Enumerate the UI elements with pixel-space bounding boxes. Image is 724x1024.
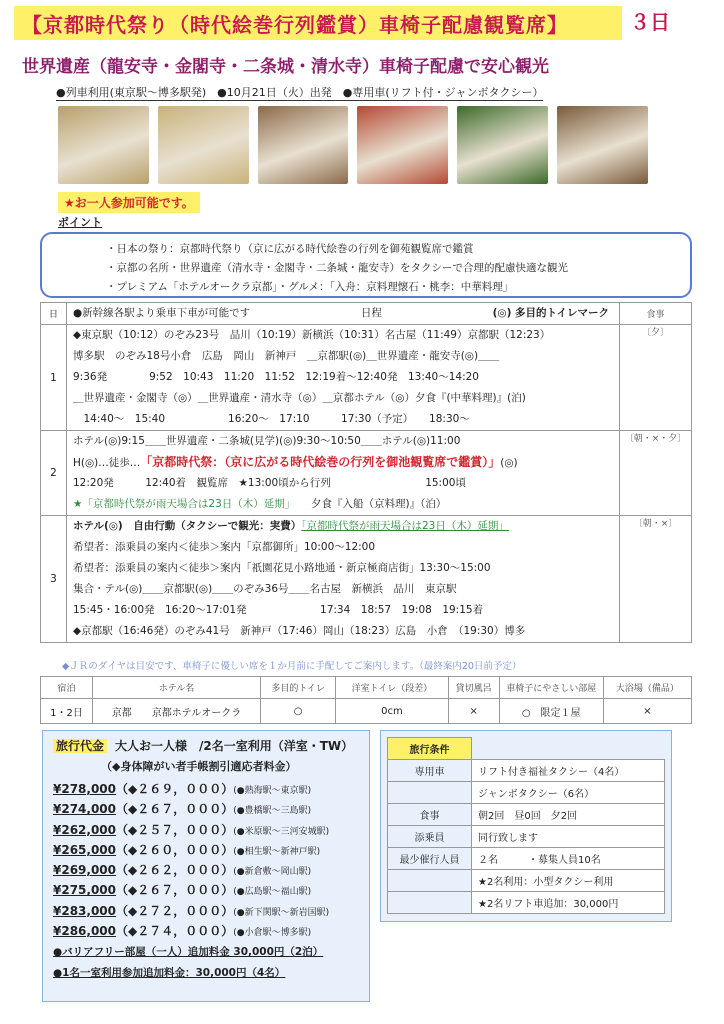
days-label: ３日 (630, 10, 670, 34)
page-title: 【京都時代祭り（時代絵巻行列鑑賞）車椅子配慮観覧席】 (22, 12, 568, 37)
hotel-header-cell: 洋室トイレ（段差） (336, 677, 448, 699)
schedule-day-1 (41, 325, 692, 431)
spacer (472, 738, 665, 760)
condition-value: ★2名リフト車追加：30,000円 (472, 892, 665, 914)
hotel-header (41, 677, 692, 699)
discount-price: （◆２６７，０００） (116, 883, 234, 898)
barrier-free-note: ●バリアフリー部屋（一人）追加料金 30,000円（2泊） (53, 946, 324, 959)
condition-row (388, 782, 665, 804)
day1-line: ◆東京駅（10:12）のぞみ23号 品川（10:19）新横浜（10:31）名古屋（11:49）京都駅（12:23） (73, 329, 551, 341)
rain-note: 「京都時代祭が雨天場合は23日（木）延期」 (301, 520, 509, 532)
day1-meal: 〔夕〕 (620, 325, 692, 431)
departure-area: (●米原駅～三河安城駅) (233, 826, 330, 837)
day3-line (67, 516, 619, 537)
point-item: ・京都の名所・世界遺産（清水寺・金閣寺・二条城・龍安寺）をタクシーで合理的配慮快適な観光 (106, 262, 568, 274)
hotel-cell: × (603, 699, 691, 724)
info-line: ●列車利用(東京駅～博多駅発) ●10月21日（火）出発 ●専用車(リフト付・ジャンボタクシー） (56, 86, 544, 99)
day2-line: ホテル(◎)9:15＿＿世界遺産・二条城(見学)(◎)9:30～10:50＿＿ホテル(◎)11:00 (73, 435, 461, 447)
hotel-cell: 1・2日 (41, 699, 93, 724)
discount-price: （◆２６９，０００） (116, 782, 234, 796)
toilet-mark: (◎) (500, 457, 518, 469)
day2-line (67, 494, 619, 515)
day2-line (67, 452, 619, 473)
price-row (53, 861, 359, 881)
hotel-row (41, 699, 692, 724)
condition-row (388, 848, 665, 870)
day2-dinner: 夕食『入船（京料理)』（泊） (290, 498, 447, 510)
price-value: ¥286,000 (53, 924, 117, 939)
jr-note: ◆ＪＲのダイヤは目安です、車椅子に優しい席を１か月前に手配してご案内します。（最終案内20日前予定） (62, 661, 522, 672)
header-note: ●新幹線各駅より乗車下車が可能です (73, 307, 251, 319)
photo-kinkakuji (457, 106, 548, 184)
page-title-banner (14, 6, 622, 40)
price-row (53, 821, 359, 841)
subtitle: 世界遺産（龍安寺・金閣寺・二条城・清水寺）車椅子配慮で安心観光 (22, 57, 549, 77)
price-label: 旅行代金 (53, 739, 107, 753)
day3-line: 希望者：添乗員の案内＜徒歩＞案内「京都御所」10:00～12:00 (73, 541, 376, 553)
condition-row (388, 804, 665, 826)
day-number: 3 (41, 516, 67, 643)
price-row (53, 800, 359, 820)
day2-line: 12:20発 12:40着 観覧席 ★13:00頃から行列 15:00頃 (73, 477, 466, 489)
price-row (53, 841, 359, 861)
header-title: 日程 (360, 307, 382, 319)
condition-row (388, 892, 665, 914)
condition-key: 添乗員 (388, 826, 472, 848)
photo-strip (58, 106, 648, 184)
hotel-header-cell: 車椅子にやさしい部屋 (499, 677, 603, 699)
price-row (53, 902, 359, 922)
schedule-table (40, 302, 692, 643)
condition-key: 専用車 (388, 760, 472, 782)
price-row (53, 881, 359, 901)
conditions-label: 旅行条件 (388, 738, 472, 760)
price-value: ¥278,000 (53, 782, 117, 796)
point-label: ポイント (58, 216, 102, 229)
hotel-cell: ○ 限定１屋 (499, 699, 603, 724)
hotel-table (40, 676, 692, 724)
price-value: ¥275,000 (53, 883, 117, 898)
condition-key: 最少催行人員 (388, 848, 472, 870)
discount-price: （◆２７４，０００） (116, 924, 234, 939)
departure-area: (●新下関駅～新岩国駅) (233, 907, 330, 918)
price-box (42, 730, 370, 1002)
discount-price: （◆２７２，０００） (116, 903, 234, 918)
day2-meal: 〔朝・×・夕〕 (620, 431, 692, 516)
conditions-table (387, 737, 665, 914)
condition-value: ２名 ・募集人員10名 (472, 848, 665, 870)
departure-area: (●広島駅～福山駅) (233, 887, 312, 898)
condition-row (388, 826, 665, 848)
day1-line: 9:36発 9:52 10:43 11:20 11:52 12:19着～12:40発 13:40～14:20 (73, 371, 479, 383)
price-row (53, 922, 359, 942)
header-toilet-mark: (◎) 多目的トイレマーク (492, 307, 609, 319)
departure-area: (●小倉駅～博多駅) (233, 928, 312, 939)
photo-festival-3 (258, 106, 349, 184)
day3-line: 15:45・16:00発 16:20～17:01発 17:34 18:57 19:08 19:15着 (73, 604, 484, 616)
day3-meal: 〔朝・×〕 (620, 516, 692, 643)
price-value: ¥269,000 (53, 863, 117, 878)
condition-row (388, 760, 665, 782)
point-item: ・プレミアム「ホテルオークラ京都」・グルメ：「入舟：京料理懐石・桃李：中華料理」 (106, 281, 514, 293)
condition-value: ジャンボタクシー（6名） (472, 782, 665, 804)
condition-value: リフト付き福祉タクシー（4名） (472, 760, 665, 782)
hotel-header-cell: 貸切風呂 (448, 677, 499, 699)
day1-line: 博多駅 のぞみ18号小倉 広島 岡山 新神戸 ＿京都駅(◎)＿世界遺産・龍安寺(◎)＿＿ (73, 350, 500, 362)
condition-value: 同行致します (472, 826, 665, 848)
photo-kiyomizu (357, 106, 448, 184)
hotel-header-cell: 多目的トイレ (261, 677, 336, 699)
single-room-note: ●1名一室利用参加追加料金：30,000円（4名） (53, 967, 286, 980)
rain-note: ★「京都時代祭が雨天場合は23日（木）延期」 (73, 498, 291, 510)
header-meal: 食事 (620, 303, 692, 325)
hotel-cell: ○ (261, 699, 336, 724)
hotel-cell: × (448, 699, 499, 724)
photo-festival-2 (158, 106, 249, 184)
schedule-day-2 (41, 431, 692, 516)
discount-price: （◆２６０，０００） (116, 842, 234, 857)
price-row (53, 780, 359, 800)
point-item: ・日本の祭り：京都時代祭り（京に広がる時代絵巻の行列を御苑観覧席で鑑賞 (106, 243, 474, 255)
price-subheading: （◆身体障がい者手帳割引適応者料金） (101, 760, 297, 773)
hotel-header-cell: 大浴場（備品） (603, 677, 691, 699)
price-heading: 大人お一人様 /2名一室利用（洋室・TW） (115, 739, 354, 753)
condition-key: 食事 (388, 804, 472, 826)
schedule-header (41, 303, 692, 325)
photo-festival-1 (58, 106, 149, 184)
day3-line: 集合・テル(◎)＿＿京都駅(◎)＿＿のぞみ36号＿＿名古屋 新横浜 品川 東京駅 (73, 583, 457, 595)
condition-row (388, 870, 665, 892)
day2-walk: H(◎)…徒歩… (73, 457, 141, 469)
day-number: 2 (41, 431, 67, 516)
departure-area: (●豊橋駅～三島駅) (233, 806, 312, 817)
departure-area: (●相生駅～新神戸駅) (233, 846, 321, 857)
condition-key (388, 870, 472, 892)
day1-line: 14:40～ 15:40 16:20～ 17:10 17:30（予定） 18:30～ (73, 413, 470, 425)
day-number: 1 (41, 325, 67, 431)
price-value: ¥274,000 (53, 802, 117, 817)
hotel-cell: 0cm (336, 699, 448, 724)
conditions-box (380, 730, 672, 922)
departure-area: (●新倉敷～岡山駅) (233, 867, 312, 878)
hotel-header-cell: ホテル名 (93, 677, 261, 699)
day3-line: 希望者：添乗員の案内＜徒歩＞案内「祇園花見小路地通・新京極商店街」13:30～15:00 (73, 562, 491, 574)
discount-price: （◆２６２，０００） (116, 863, 234, 878)
price-value: ¥265,000 (53, 842, 117, 857)
festival-highlight: 「京都時代祭：（京に広がる時代絵巻の行列を御池観覧席で鑑賞）」 (140, 455, 501, 469)
condition-key (388, 892, 472, 914)
condition-value: ★2名利用：小型タクシー利用 (472, 870, 665, 892)
condition-key (388, 782, 472, 804)
photo-nijo-gate (557, 106, 648, 184)
departure-area: (●熱海駅～東京駅) (233, 786, 312, 796)
day1-line: ＿世界遺産・金閣寺（◎）＿世界遺産・清水寺（◎）＿京都ホテル（◎）夕食『(中華料理)』(泊) (73, 392, 526, 404)
hotel-cell: 京都 京都ホテルオークラ (93, 699, 261, 724)
day3-line: ◆京都駅（16:46発）のぞみ41号 新神戸（17:46）岡山（18:23）広島 小倉 （19:30）博多 (73, 625, 526, 637)
schedule-day-3 (41, 516, 692, 643)
price-value: ¥262,000 (53, 822, 117, 837)
price-value: ¥283,000 (53, 903, 117, 918)
hotel-header-cell: 宿泊 (41, 677, 93, 699)
discount-price: （◆２５７，０００） (116, 822, 234, 837)
solo-badge: ★お一人参加可能です。 (58, 192, 200, 213)
condition-value: 朝2回 昼0回 夕2回 (472, 804, 665, 826)
points-box (40, 232, 692, 298)
discount-price: （◆２６７，０００） (116, 802, 234, 817)
free-time: ホテル(◎) 自由行動（タクシーで観光：実費） (73, 520, 302, 532)
header-day: 日 (41, 303, 67, 325)
